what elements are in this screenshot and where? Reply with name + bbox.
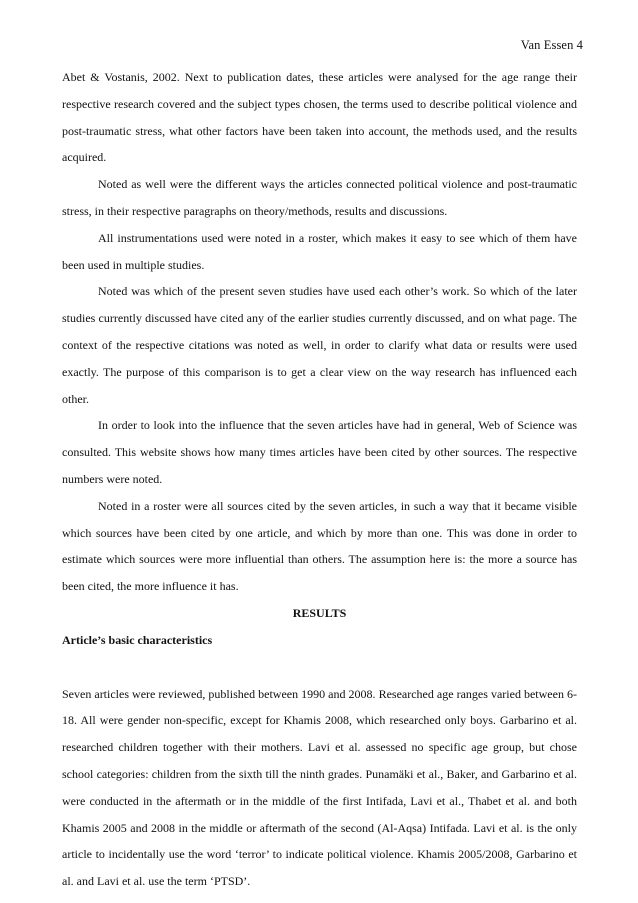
paragraph: Seven articles were reviewed, published between 1990 and 2008. Researched age ranges varied between 6-18. All were gender non-specific, except for Khamis 2008, which researched only boys. Garbarino et al. researched children together with their mothers. Lavi et al. assessed no specific age group, but chose school categories: children from the sixth till the ninth grades. Punamäki et al., Baker, and Garbarino et al. were conducted in the aftermath or in the middle of the first Intifada, Lavi et al., Thabet et al. and both Khamis 2005 and 2008 in the middle or aftermath of the second (Al-Aqsa) Intifada. Lavi et al. is the only article to incidentally use the word ‘terror’ to indicate political violence. Khamis 2005/2008, Garbarino et al. and Lavi et al. use the term ‘PTSD’. (62, 686, 577, 889)
subsection-heading: Article’s basic characteristics (62, 632, 213, 647)
paragraph: In order to look into the influence that the seven articles have had in general, Web of Science was consulted. This website shows how many times articles have been cited by other sources. The respective numbers were noted. (62, 418, 577, 486)
paragraph: All instrumentations used were noted in a roster, which makes it easy to see which of them have been used in multiple studies. (62, 230, 577, 272)
paragraph: Noted as well were the different ways the articles connected political violence and post-traumatic stress, in their respective paragraphs on theory/methods, results and discussions. (62, 177, 577, 218)
paragraph: Noted in a roster were all sources cited by the seven articles, in such a way that it became visible which sources have been cited by one article, and which by more than one. This was done in order to estimate which sources were more influential than others. The assumption here is: the more a source has been cited, the more influence it has. (62, 498, 577, 594)
paragraph: Noted was which of the present seven studies have used each other’s work. So which of the later studies currently discussed have cited any of the earlier studies currently discussed, and on what page. The context of the respective citations was noted as well, in order to clarify what data or results were used exactly. The purpose of this comparison is to get a clear view on the way research has influenced each other. (62, 284, 577, 406)
running-head: Van Essen 4 (520, 38, 583, 52)
section-heading-results: RESULTS (292, 605, 347, 620)
document-body (62, 64, 577, 895)
paragraph-continued: Abet & Vostanis, 2002. Next to publication dates, these articles were analysed for the age range their respective research covered and the subject types chosen, the terms used to describe political violence and post-traumatic stress, what other factors have been taken into account, the methods used, and the results acquired. (62, 70, 577, 165)
